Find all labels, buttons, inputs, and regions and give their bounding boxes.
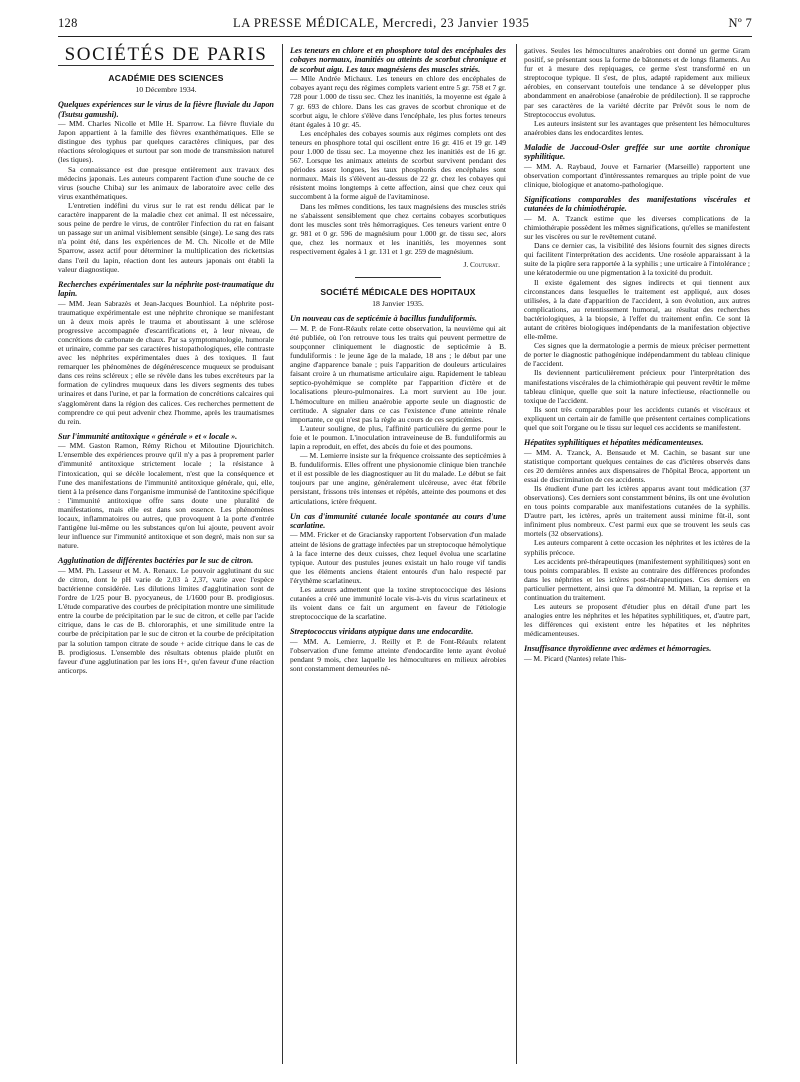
- article-title: Significations comparables des manifestations viscérales et cutanées de la chimiothérapie.: [524, 195, 750, 214]
- signature: J. Couturat.: [463, 260, 500, 270]
- article-lead: — MM. Fricker et de Graciansky rapportent l'observation d'un malade atteint de lésions de grattage infectées par un streptocoque hémolytique à la face interne des deux cuisses, chez lequel évolua une scarlatine typique. Autour des pustules jeunes existait un halo rouge vif tandis que les éléments anciens étaient entourés d'un halo respecté par l'érythème scarlatineux.: [290, 530, 506, 585]
- article-paragraph: Il existe également des signes indirects et qui tiennent aux circonstances dans lesquelles le traitement est appliqué, aux doses utilisées, à la date d'apparition de l'accident, à son évolution, aux autres complications, au retentissement humoral, au résultat des recherches bactériologiques, à la biopsie, à l'effet du traitement enfin. Ce sont là autant de critères biologiques indépendants de la manifestation objective elle-même.: [524, 277, 750, 342]
- section-rule: [355, 277, 441, 278]
- article-paragraph: L'entretien indéfini du virus sur le rat est rendu délicat par le caractère inapparent de la maladie chez cet animal. Il est nécessaire, sous peine de perdre le virus, de contrôler l'infection du rat en faisant un passage sur un animal visiblement sensible (singe). Le sang des rats n'a point été, dans les expériences de M. Ch. Nicolle et de Mlle Sparrow, assez actif pour déterminer la multiplication des rickettsias dans l'œil du lapin, réaction dont les auteurs japonais ont établi la valeur diagnostique.: [58, 200, 274, 274]
- article: [290, 46, 506, 269]
- page-number: 128: [58, 16, 78, 30]
- article-title: Sur l'immunité antitoxique « générale » et « locale ».: [58, 431, 238, 441]
- column-divider: [282, 44, 283, 1064]
- column-divider: [516, 44, 517, 1064]
- article: [58, 432, 274, 551]
- issue-number: Nº 7: [728, 16, 752, 30]
- article-title: Maladie de Jaccoud-Osler greffée sur une aortite chronique syphilitique.: [524, 142, 750, 162]
- article-paragraph: Dans les mêmes conditions, les taux magnésiens des muscles striés ne s'abaissent sensiblement que chez certains cobayes scorbutiques dont les muscles sont très hémorragiques. Ces teneurs varient entre 0 gr. 981 et 0 gr. 596 de magnésium pour 1.000 gr. de tissu sec, alors que, chez les normaux et les inanitiés, les moyennes sont respectivement égales à 1 gr. 131 et 1 gr. 259 de magnésium.: [290, 201, 506, 256]
- article: [524, 438, 750, 638]
- session-date: 10 Décembre 1934.: [135, 85, 197, 95]
- article: [58, 556, 274, 675]
- article-lead: — MM. A. Raybaud, Jouve et Farnarier (Marseille) rapportent une observation comportant d'intéressantes remarques au triple point de vue clinique, biologique et anatomo-pathologique.: [524, 161, 750, 189]
- article: [524, 644, 750, 663]
- article: [58, 280, 274, 426]
- article-paragraph: Les accidents pré-thérapeutiques (manifestement syphilitiques) sont en tous points comparables. Il existe au contraire des différences profondes dans les néphrites et les ictères post-thérapeutiques. Ces derniers en particulier permettent, ainsi que l'a démontré M. Milian, la reprise et la continuation du traitement.: [524, 556, 750, 602]
- article-title: Agglutination de différentes bactéries par le suc de citron.: [58, 556, 254, 566]
- section-rule: [58, 65, 274, 66]
- article-lead: — MM. Jean Sabrazès et Jean-Jacques Bounhiol. La néphrite post-traumatique expérimentale est une néphrite chronique se manifestant un à deux mois après le trauma et aboutissant à une sclérose progressive accompagnée d'escarrifications et, à leur niveau, de concrétions de carbonate de chaux. Par sa symptomatologie, humorale et urinaire, comme par ses caractères histopathologiques, elle contraste avec les néphrites expérimentales dues à des toxiques. Il faut remarquer les phénomènes de dégénérescence muqueux se produisant dans ces reins scléreux ; elle se révèle dans les tubes excréteurs par la formation de cylindres muqueux dans les divers segments des tubes urinaires et dans l'urine, et par la formation de concrétions calcaires qui s'agglomèrent dans la région des calices. Ces recherches permettent de comprendre ce qui peut advenir chez l'homme, après les traumatismes du rein.: [58, 298, 274, 426]
- article-lead: — MM. A. Tzanck, A. Bensaude et M. Cachin, se basant sur une statistique comportant quelques centaines de cas d'ictères observés dans ces 20 dernières années aux dispensaires de l'hôpital Broca, apportent un essai de discrimination de ces accidents.: [524, 447, 750, 484]
- column-2: [290, 46, 506, 673]
- article-lead: — M. A. Tzanck estime que les diverses complications de la chimiothérapie possèdent les mêmes significations, qu'elles se manifestent sur les viscères ou sur le revêtement cutané.: [524, 213, 750, 242]
- article-lead: — M. P. de Font-Réaulx relate cette observation, la neuvième qui ait été publiée, où l'on retrouve tous les traits qui peuvent permettre de soupçonner cliniquement le diagnostic de septicémie à B. funduliformis : le jeune âge de la malade, 18 ans ; le début par une angine d'apparence banale ; puis l'apparition de douleurs articulaires faisant croire à un rhumatisme articulaire aigu. Rapidement le tableau septico-pyohémique se complète par l'apparition d'ictère et de localisations pleuro-pulmonaires. La mort survient au 10e jour. L'hémoculture en milieu anaérobie apporte seule un diagnostic de certitude. A signaler dans ce cas l'existence d'une atteinte rénale importante, ce qui n'est pas la règle au cours de ces septicémies.: [290, 323, 506, 424]
- article-title: Un cas d'immunité cutanée locale spontanée au cours d'une scarlatine.: [290, 511, 506, 531]
- society-title: ACADÉMIE DES SCIENCES: [108, 73, 224, 84]
- article-paragraph: Ils deviennent particulièrement précieux pour l'interprétation des manifestations viscérales de la chimiothérapie qui peuvent revêtir le même tableau clinique, quelle que soit la nature infectieuse, réactionnelle ou toxique de l'accident.: [524, 368, 750, 405]
- article: [58, 100, 274, 273]
- article: [290, 627, 506, 673]
- article-lead: — M. Picard (Nantes) relate l'his-: [524, 653, 627, 663]
- article-paragraph: Les encéphales des cobayes soumis aux régimes complets ont des teneurs en phosphore total qui oscillent entre 16 gr. 416 et 19 gr. 149 pour 1.000 de tissu sec. La moyenne chez les inanitiés est de 16 gr. 567. Lorsque les animaux atteints de scorbut survivent pendant des périodes assez longues, les taux phosphorés des encéphales sont normaux. Mais ils s'élèvent au-dessus de 22 gr. chez les cobayes qui résistent moins longtemps à cette affection, ainsi que chez ceux qui succombent à la forme aiguë de l'avitaminose.: [290, 128, 506, 202]
- section-title: SOCIÉTÉS DE PARIS: [64, 44, 268, 65]
- article-paragraph: gatives. Seules les hémocultures anaérobies ont donné un germe Gram positif, se présentant sous la forme de bâtonnets et de longs filaments. Au fur et à mesure des repiquages, ce germe s'est transformé en un streptocoque typique. Il s'est, de plus, adapté rapidement aux milieux aérobies, en conservant toutefois une tendance à se développer plus abondamment en anaérobiose (anaérobie de prédilection). Il se rapproche par ses caractères de la variété décrite par Prévôt sous le nom de Streptococcus evolutus.: [524, 46, 750, 119]
- article-lead: — Mlle Andrée Michaux. Les teneurs en chlore des encéphales de cobayes ayant reçu des régimes complets varient entre 5 gr. 758 et 7 gr. 728 pour 1.000 de tissu sec. Chez les inanitiés, la moyenne est égale à 7 gr. 693 de chlore. Dans les cas graves de scorbut chronique et de scorbut aigu, le chlore s'élève dans l'encéphale, les plus fortes teneurs étant égales à 10 gr. 45.: [290, 74, 506, 129]
- article-title: Recherches expérimentales sur la néphrite post-traumatique du lapin.: [58, 279, 274, 299]
- header-rule: [58, 36, 752, 37]
- session-date: 18 Janvier 1935.: [372, 299, 424, 309]
- article-paragraph: Dans ce dernier cas, la visibilité des lésions fournit des signes directs qui facilitent l'interprétation des accidents. Une roséole apparaissant à la suite de la piqûre sera rapportée à la syphilis ; une urticaire à l'intolérance ; une kératodermie ou une pigmentation à la toxicité du produit.: [524, 241, 750, 278]
- article: [524, 195, 750, 432]
- article-title: Les teneurs en chlore et en phosphore total des encéphales des cobayes normaux, inanitiés ou atteints de scorbut chronique et de scorbut aigu. Les taux magnésiens des muscles striés.: [290, 46, 506, 74]
- article-paragraph: — M. Lemierre insiste sur la fréquence croissante des septicémies à B. funduliformis. Elles offrent une physionomie clinique bien tranchée et il est possible de les diagnostiquer au lit du malade. Le début se fait toujours par une angine, généralement ulcéreuse, avec état fébrile persistant, frissons très intenses et répétés, atteinte des poumons et des articulations, ictère fréquent.: [290, 451, 506, 506]
- article-lead: — MM. A. Lemierre, J. Reilly et P. de Font-Réaulx relatent l'observation d'une femme atteinte d'endocardite lente ayant évolué pendant 9 mois, chez laquelle les hémocultures en milieux aérobies sont constamment demeurées né-: [290, 636, 506, 674]
- article: [290, 314, 506, 505]
- article-paragraph: L'auteur souligne, de plus, l'affinité particulière du germe pour le foie et le poumon. L'inoculation intraveineuse de B. funduliformis au lapin a reproduit, en effet, des abcès du foie et des poumons.: [290, 423, 506, 451]
- article-lead: — MM. Charles Nicolle et Mlle H. Sparrow. La fièvre fluviale du Japon appartient à la famille des fièvres exanthématiques. Elle se distingue des typhus par quelques caractères cliniques, par des réactions sérologiques et surtout par son mode de transmission naturel (les tiques).: [58, 119, 274, 165]
- article-paragraph: Ils étudient d'une part les ictères apparus avant tout médication (37 observations). Ces derniers sont constamment bénins, ils ont une évolution en tous points comparable aux manifestations cutanées de la syphilis. D'autre part, les ictères, après un traitement aussi minime fût-il, sont infiniment plus nombreux. C'est parmi eux que se trouvent les seuls cas mortels (32 observations).: [524, 483, 750, 539]
- article-title: Un nouveau cas de septicémie à bacillus funduliformis.: [290, 314, 477, 324]
- article-paragraph: Les auteurs se proposent d'étudier plus en détail d'une part les analogies entre les néphrites et les hépatites syphilitiques, et, d'autre part, les différences qui existent entre les hépatites et les néphrites médicamenteuses.: [524, 602, 750, 639]
- society-title: SOCIÉTÉ MÉDICALE DES HOPITAUX: [320, 287, 476, 298]
- column-3: [524, 46, 750, 663]
- column-1: [58, 46, 274, 675]
- article-title: Streptococcus viridans atypique dans une endocardite.: [290, 627, 474, 637]
- article-title: Insuffisance thyroïdienne avec œdèmes et hémorragies.: [524, 644, 712, 654]
- article: [524, 143, 750, 189]
- article-title: Hépatites syphilitiques et hépatites médicamenteuses.: [524, 438, 704, 448]
- page-header: [58, 16, 752, 34]
- article-paragraph: Ils sont très comparables pour les accidents cutanés et viscéraux et expliquent un certain air de famille que présentent certaines complications quel que soit l'organe ou le tissu sur lequel ces accidents se manifestent.: [524, 404, 750, 432]
- article-lead: — MM. Ph. Lasseur et M. A. Renaux. Le pouvoir agglutinant du suc de citron, dont le pH varie de 2,03 à 2,37, varie avec l'espèce bactérienne considérée. Les dilutions limites d'agglutination sont de l'ordre de 1/25 pour B. pyocyaneus, de 1/1600 pour B. prodigiosus. L'étude comparative des courbes de précipitation montre une similitude entre la courbe de précipitation par le suc de citron, et celle par l'acide citrique, dans le cas de B. chlororaphis, et une similitude entre la courbe de précipitation par le suc de citron et la courbe de précipitation par la solution tampon citrate de soude + acide citrique dans le cas de B. prodigiosus. L'ensemble des résultats obtenus plaide plutôt en faveur d'une agglutination par les ions H+, qu'en faveur d'une réaction anticorps.: [58, 565, 274, 675]
- article-paragraph: Les auteurs insistent sur les avantages que présentent les hémocultures anaérobies dans les endocardites lentes.: [524, 118, 750, 137]
- article-paragraph: Ces signes que la dermatologie a permis de mieux préciser permettent de porter le diagnostic pathogénique indépendamment du tableau clinique de l'accident.: [524, 341, 750, 369]
- journal-title: LA PRESSE MÉDICALE, Mercredi, 23 Janvier 1935: [233, 16, 530, 30]
- article-title: Quelques expériences sur le virus de la fièvre fluviale du Japon (Tsutsu gamushi).: [58, 100, 274, 119]
- article-paragraph: Sa connaissance est due presque entièrement aux travaux des médecins japonais. Les auteurs comparent l'action d'une souche de ce virus (souche Chiba) sur les animaux de laboratoire avec celle des virus exanthématiques.: [58, 164, 274, 201]
- article-lead: — MM. Gaston Ramon, Rémy Richou et Miloutine Djourichitch. L'ensemble des expériences prouve qu'il n'y a pas à proprement parler d'immunité antitoxique strictement locale ; la résistance à l'intoxication, qui se décèle localement, n'est que la conséquence et l'une des manifestations de l'immunité antitoxique générale, qui, elle, tient à la présence dans l'organisme immunisé de l'antitoxine spécifique : l'immunité antitoxique offre sans doute une pluralité de manifestations, mais elle est dans son essence. Les phénomènes locaux, inflammatoires ou autres, que provoquent à la porte d'entrée l'antigène lui-même ou les substances qu'on lui ajoute, peuvent avoir leur influence sur l'immunité antitoxique et son degré, mais non sur sa nature.: [58, 441, 274, 551]
- article-paragraph: Les auteurs admettent que la toxine streptococcique des lésions cutanées a créé une immunité locale vis-à-vis du virus scarlatineux et ils voient dans ce fait un argument en faveur de l'étiologie streptococcique de la scarlatine.: [290, 585, 506, 622]
- article: [290, 512, 506, 622]
- article-paragraph: Les auteurs comparent à cette occasion les néphrites et les ictères de la syphilis précoce.: [524, 538, 750, 557]
